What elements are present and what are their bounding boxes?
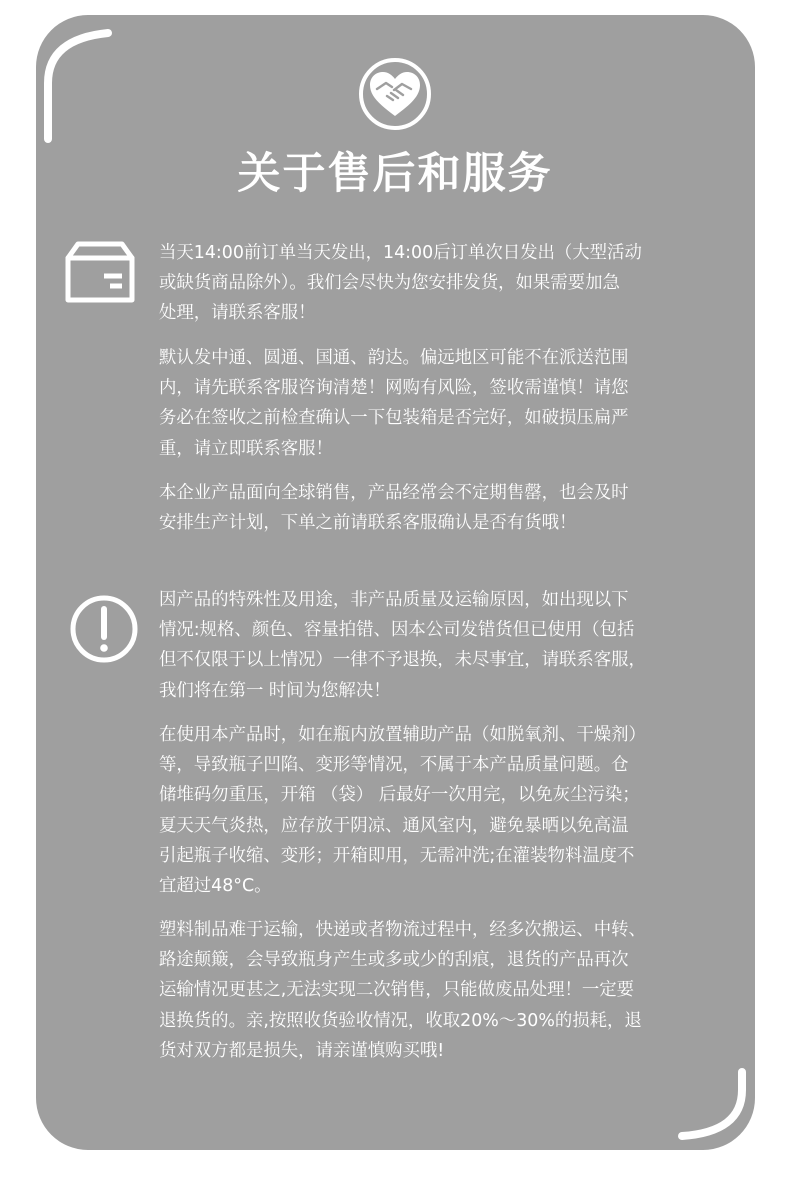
shipping-time-paragraph: 当天14:00前订单当天发出，14:00后订单次日发出（大型活动 或缺货商品除外）。我们会尽快为您安排发货，如果需要加急 处理，请联系客服！ [159, 243, 642, 324]
usage-storage-paragraph: 在使用本产品时，如在瓶内放置辅助产品（如脱氧剂、干燥剂） 等，导致瓶子凹陷、变形等情况，不属于本产品质量问题。仓 储堆码勿重压，开箱 （袋） 后最好一次用完，以免灰尘污染； 夏天天气炎热，应存放于阴凉、通风室内，避免暴晒以免高温 引起瓶子收缩、变形；开箱即用，无需冲洗;在灌装物料温度不 宜超过48°C。 [159, 725, 646, 897]
page-title: 关于售后和服务 [237, 149, 553, 199]
transport-damage-paragraph: 塑料制品难于运输，快递或者物流过程中，经多次搬运、中转、 路途颠簸，会导致瓶身产生或多或少的刮痕，退货的产品再次 运输情况更甚之,无法实现二次销售，只能做废品处理！一定要 退换货的。亲,按照收货验收情况，收取20%～30%的损耗，退 货对双方都是损失，请亲谨慎购买哦! [159, 920, 646, 1061]
corner-arc-decoration-bottom-right [660, 1060, 760, 1150]
return-policy-paragraph: 因产品的特殊性及用途，非产品质量及运输原因，如出现以下 情况:规格、颜色、容量拍错、因本公司发错货但已使用（包括 但不仅限于以上情况）一律不予退换，未尽事宜，请联系客服， 我们将在第一 时间为您解决！ [159, 590, 646, 701]
courier-inspection-paragraph: 默认发中通、圆通、国通、韵达。偏远地区可能不在派送范围 内，请先联系客服咨询清楚！网购有风险，签收需谨慎！请您 务必在签收之前检查确认一下包装箱是否完好，如破损压扁严 重，请立即联系客服！ [159, 348, 629, 459]
exclamation-circle-icon [68, 593, 140, 665]
stock-availability-paragraph: 本企业产品面向全球销售，产品经常会不定期售罄，也会及时 安排生产计划，下单之前请联系客服确认是否有货哦！ [159, 483, 629, 534]
handshake-heart-icon [357, 56, 433, 132]
corner-arc-decoration-top-left [36, 15, 126, 155]
package-box-icon [64, 240, 136, 304]
